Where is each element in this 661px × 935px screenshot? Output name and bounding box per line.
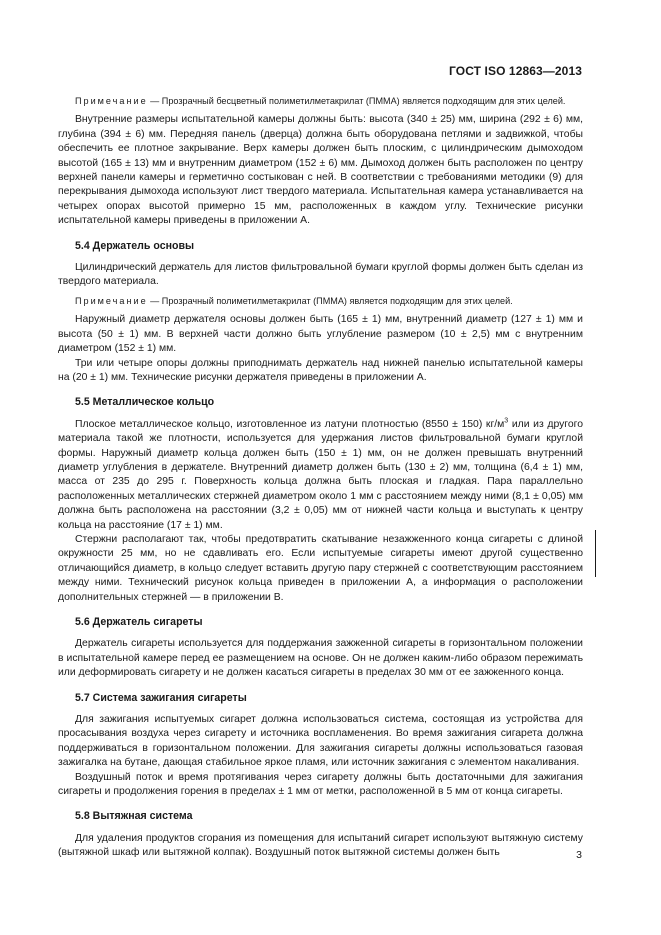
paragraph-cigarette-holder: Держатель сигареты используется для поддержания зажженной сигареты в горизонтальном положении в испытательной камере перед ее размещением на основе. Он не должен каким-либо образом пережимать или деформировать сигарету и не должен касаться сигареты в пределах 30 мм от ее зажженного конца. xyxy=(58,638,583,679)
note-text: — Прозрачный полиметилметакрилат (ПММА) является подходящим для этих целей. xyxy=(147,295,513,306)
ring-text-b: или из другого материала такой же плотности, используется для удержания листов фильтровальной бумаги круглой формы. Наружный диаметр кольца должен быть (150 ± 1) мм, он не должен превышать внутренний диаметр углубления в держателе. Внутренний диаметр должен быть (130 ± 2) мм, толщина (6,4 ± 1) мм, масса от 235 до 295 г. Поверхность кольца должна быть плоская и гладкая. Пара параллельно расположенных металлических стержней диаметром около 1 мм с расстоянием между ними (8,1 ± 0,05) мм должна быть расположена на расстоянии (3,2 ± 0,05) мм от нижней части кольца и выступать к центру кольца на расстояние (17 ± 1) мм. xyxy=(58,418,583,531)
paragraph-ignition-system: Для зажигания испытуемых сигарет должна использоваться система, состоящая из устройства для просасывания воздуха через сигарету и источника воспламенения. Во время зажигания сигарета должна поддерживаться в горизонтальном положении. Для зажигания сигареты должны использоваться газовая зажигалка на бутане, дающая стабильное яркое пламя, или источник зажигания с элементом накаливания. xyxy=(58,714,583,769)
paragraph-ring-description xyxy=(58,418,583,533)
section-heading-5-5: 5.5 Металлическое кольцо xyxy=(75,396,215,409)
paragraph-ignition-airflow: Воздушный поток и время протягивания через сигарету должны быть достаточными для зажигания сигареты и продолжения горения в пределах ± 1 мм от метки, расположенной в 5 мм от конца сигареты. xyxy=(58,771,583,798)
section-heading-5-7: 5.7 Система зажигания сигареты xyxy=(75,691,247,704)
section-heading-5-6: 5.6 Держатель сигареты xyxy=(75,616,203,628)
paragraph-holder-supports: Три или четыре опоры должны приподнимать держатель над нижней панелью испытательной камеры на (20 ± 1) мм. Технические рисунки держателя приведены в приложении А. xyxy=(58,357,583,383)
page-body xyxy=(58,95,583,861)
section-heading-5-8: 5.8 Вытяжная система xyxy=(75,810,193,823)
paragraph-chamber-dimensions: Внутренние размеры испытательной камеры должны быть: высота (340 ± 25) мм, ширина (292 ± 6) мм, глубина (394 ± 6) мм. Передняя панель (дверца) должна быть оборудована петлями и задвижкой, чтобы обеспечить ее плотное закрывание. Верх камеры должен быть плоским, с цилиндрическим дымоходом высотой (165 ± 13) мм и внутренним диаметром (152 ± 6) мм. Дымоход должен быть расположен по центру верхней панели камеры и герметично состыкован с ней. В соответствии с требованиями методики (9) для перекрывания дымохода используют лист твердого материала. Испытательная камера устанавливается на четырех опорах высотой примерно 15 мм, расположенных в каждом углу. Технические рисунки испытательной камеры приведены в приложении А. xyxy=(58,114,583,227)
paragraph-holder-dimensions: Наружный диаметр держателя основы должен быть (165 ± 1) мм, внутренний диаметр (127 ± 1) мм и высота (50 ± 1) мм. В верхней части должно быть углубление размером (10 ± 2,5) мм с внутренним диаметром (152 ± 1) мм. xyxy=(58,314,583,355)
section-heading-5-4: 5.4 Держатель основы xyxy=(75,239,195,252)
ring-text-a: Плоское металлическое кольцо, изготовленное из латуни плотностью (8550 ± 150) кг/м xyxy=(75,418,505,430)
note-pmma xyxy=(58,95,583,108)
paragraph-exhaust-system: Для удаления продуктов сгорания из помещения для испытаний сигарет используют вытяжную систему (вытяжной шкаф или вытяжной колпак). Воздушный поток вытяжной системы должен быть xyxy=(58,832,583,859)
note-pmma-holder xyxy=(58,295,583,308)
page-number: 3 xyxy=(576,849,582,861)
note-label: Примечание xyxy=(75,96,148,106)
note-text: — Прозрачный бесцветный полиметилметакрилат (ПММА) является подходящим для этих целей. xyxy=(147,96,566,106)
paragraph-ring-rods: Стержни располагают так, чтобы предотвратить скатывание незажженного конца сигареты с длиной окружности 25 мм, но не сдавливать его. Если испытуемые сигареты имеют другой существенно отличающийся диаметр, в кольцо следует вставить другую пару стержней с соответствующим расстоянием между ними. Технический рисунок кольца приведен в приложении А, а информация о расположении дополнительных стержней — в приложении В. xyxy=(58,533,583,603)
revision-change-bar xyxy=(595,530,596,577)
note-label: Примечание xyxy=(75,295,148,306)
superscript-cubic: 3 xyxy=(504,417,509,425)
paragraph-holder-material: Цилиндрический держатель для листов фильтровальной бумаги круглой формы должен быть сделан из твердого материала. xyxy=(58,262,583,288)
document-header: ГОСТ ISO 12863—2013 xyxy=(449,64,582,78)
